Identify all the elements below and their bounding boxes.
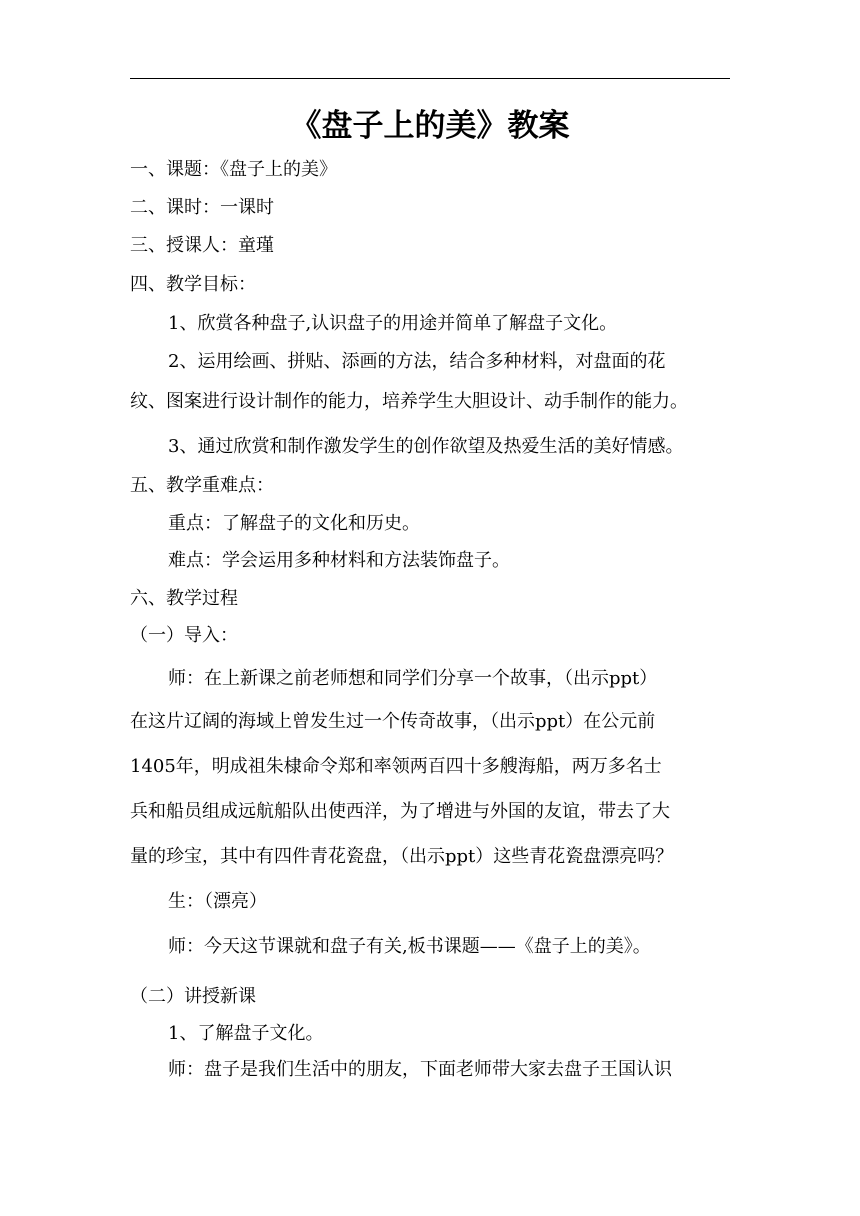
header-rule xyxy=(130,78,730,79)
objective-2: 2、运用绘画、拼贴、添画的方法，结合多种材料，对盘面的花 xyxy=(168,351,666,372)
subsection-new-lesson-heading: （二）讲授新课 xyxy=(130,986,256,1007)
paragraph-line: 在这片辽阔的海域上曾发生过一个传奇故事，（出示ppt）在公元前 xyxy=(130,711,656,732)
teacher-line: 师：今天这节课就和盘子有关,板书课题——《盘子上的美》。 xyxy=(168,936,651,957)
section-process-heading: 六、教学过程 xyxy=(130,588,238,609)
paragraph-line: 1405年，明成祖朱棣命令郑和率领两百四十多艘海船，两万多名士 xyxy=(130,756,662,777)
objective-1: 1、欣赏各种盘子,认识盘子的用途并简单了解盘子文化。 xyxy=(168,313,618,334)
document-title: 《盘子上的美》教案 xyxy=(290,108,570,144)
paragraph-line: 师：在上新课之前老师想和同学们分享一个故事，（出示ppt） xyxy=(168,668,658,689)
student-reply: 生：（漂亮） xyxy=(168,891,267,912)
section-teacher: 三、授课人：童瑾 xyxy=(130,235,274,256)
paragraph-line: 量的珍宝，其中有四件青花瓷盘，（出示ppt）这些青花瓷盘漂亮吗？ xyxy=(130,846,674,867)
difficult-point: 难点：学会运用多种材料和方法装饰盘子。 xyxy=(168,550,510,571)
section-topic: 一、课题：《盘子上的美》 xyxy=(130,159,337,180)
paragraph-line: 兵和船员组成远航船队出使西洋，为了增进与外国的友谊，带去了大 xyxy=(130,801,670,822)
section-keypoints-heading: 五、教学重难点： xyxy=(130,475,274,496)
objective-2-cont: 纹、图案进行设计制作的能力，培养学生大胆设计、动手制作的能力。 xyxy=(130,391,688,412)
objective-3: 3、通过欣赏和制作激发学生的创作欲望及热爱生活的美好情感。 xyxy=(168,436,684,457)
subsection-intro-heading: （一）导入： xyxy=(130,625,238,646)
lesson-point-1: 1、了解盘子文化。 xyxy=(168,1023,324,1044)
section-objectives-heading: 四、教学目标： xyxy=(130,274,256,295)
teacher-line: 师：盘子是我们生活中的朋友，下面老师带大家去盘子王国认识 xyxy=(168,1059,672,1080)
key-point: 重点：了解盘子的文化和历史。 xyxy=(168,513,420,534)
section-duration: 二、课时：一课时 xyxy=(130,197,274,218)
